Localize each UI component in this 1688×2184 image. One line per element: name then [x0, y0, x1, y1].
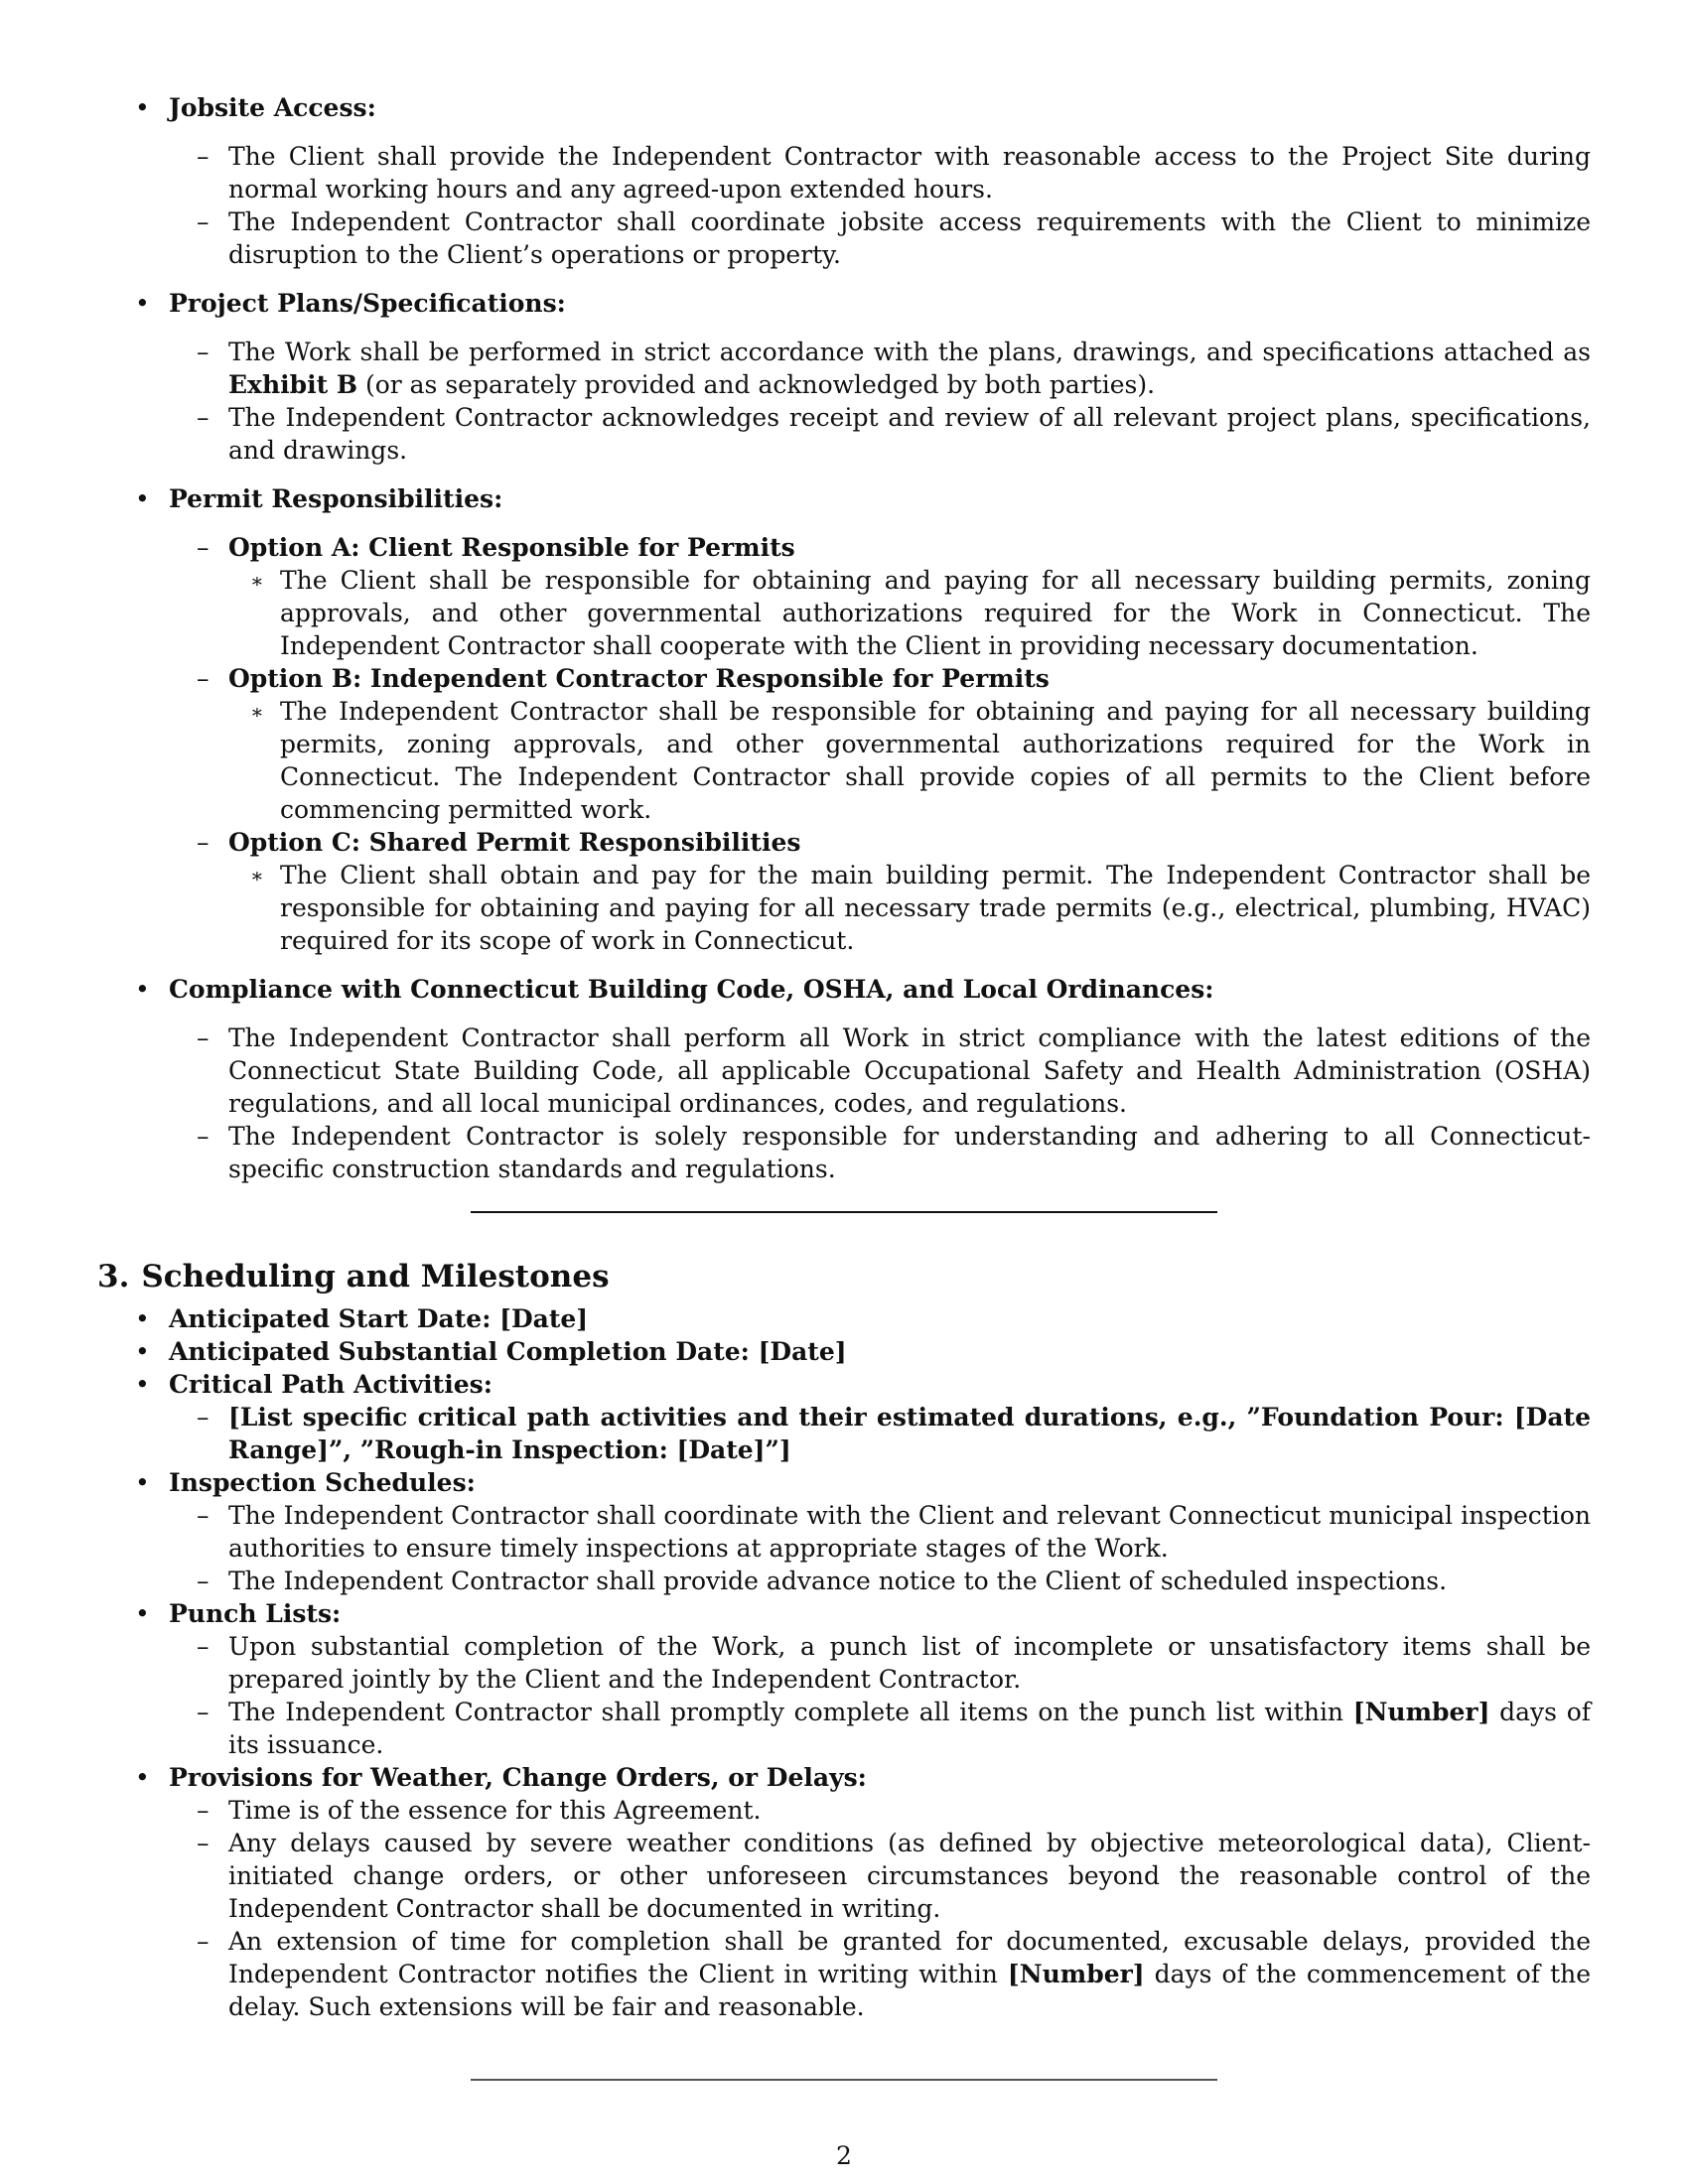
jobsite-access-section [97, 91, 1591, 271]
list-item: – The Independent Contractor acknowledges receipt and review of all relevant project plans, specifications, and drawings. [197, 403, 1591, 465]
bullet-icon: • [135, 1370, 150, 1399]
project-plans-heading: Project Plans/Specifications: [169, 289, 566, 318]
option-a-text: ∗ The Client shall be responsible for obtaining and paying for all necessary building permits, zoning approvals, and other governmental authorizations required for the Work in Connecticut. The Independent Contractor shall cooperate with the Client in providing necessary documentation. [250, 566, 1591, 660]
dash-icon: – [197, 664, 210, 693]
critical-path-item: • Critical Path Activities: – [List specific critical path activities and their estimated durations, e.g., ”Foundation Pour: [Date Range]”, ”Rough-in Inspection: [Date]”] [97, 1368, 1591, 1466]
bullet-icon: • [135, 1337, 150, 1366]
dash-icon: – [197, 1024, 210, 1052]
dash-icon: – [197, 338, 210, 366]
dash-icon: – [197, 1403, 210, 1432]
bullet-icon: • [135, 1468, 150, 1497]
list-item: – The Independent Contractor shall promptly complete all items on the punch list within [Number] days of its issuance. [197, 1698, 1591, 1759]
list-item: – The Independent Contractor shall coordinate jobsite access requirements with the Client to minimize disruption to the Client’s operations or property. [197, 207, 1591, 269]
asterisk-icon: ∗ [250, 700, 264, 724]
document-page [97, 91, 1591, 1201]
bullet-icon: • [135, 1763, 150, 1792]
option-c-text: ∗ The Client shall obtain and pay for the main building permit. The Independent Contractor shall be responsible for obtaining and paying for all necessary trade permits (e.g., electrical, plumbing, HVAC) required for its scope of work in Connecticut. [250, 861, 1591, 955]
permit-responsibilities-section [97, 482, 1591, 957]
dash-icon: – [197, 1829, 210, 1857]
asterisk-icon: ∗ [250, 864, 264, 887]
dash-icon: – [197, 533, 210, 562]
list-item: – The Independent Contractor shall coordinate with the Client and relevant Connecticut municipal inspection authorities to ensure timely inspections at appropriate stages of the Work. [197, 1501, 1591, 1563]
dash-icon: – [197, 403, 210, 432]
dash-icon: – [197, 207, 210, 236]
asterisk-icon: ∗ [250, 569, 264, 593]
dash-icon: – [197, 1698, 210, 1726]
completion-date-item: • Anticipated Substantial Completion Date: [Date] [135, 1337, 847, 1366]
start-date-item: • Anticipated Start Date: [Date] [135, 1304, 589, 1333]
dash-icon: – [197, 1501, 210, 1530]
weather-delays-item: • Provisions for Weather, Change Orders, or Delays: – Time is of the essence for this Agreement. – Any delays caused by severe weather conditions (as defined by objective meteorological data), Client-initiated change orders, or other unforeseen circumstances beyond the reasonable control of the Independent Contractor shall be documented in writing. – An extension of time for completion shall be granted for documented, excusable delays, provided the Independent Contractor notifies the Client in writing within [Number] days of the commencement of the delay. Such extensions will be fair and reasonable. [97, 1761, 1591, 2023]
bullet-icon: • [135, 1599, 150, 1628]
option-b-text: ∗ The Independent Contractor shall be responsible for obtaining and paying for all necessary building permits, zoning approvals, and other governmental authorizations required for the Work in Connecticut. The Independent Contractor shall provide copies of all permits to the Client before commencing permitted work. [250, 697, 1591, 824]
option-b-title: – Option B: Independent Contractor Responsible for Permits [197, 664, 1050, 693]
permit-responsibilities-heading: Permit Responsibilities: [169, 484, 503, 513]
dash-icon: – [197, 1567, 210, 1595]
option-c-title: – Option C: Shared Permit Responsibilities [197, 828, 801, 857]
dash-icon: – [197, 828, 210, 857]
compliance-heading: Compliance with Connecticut Building Code, OSHA, and Local Ordinances: [169, 975, 1214, 1004]
dash-icon: – [197, 1632, 210, 1661]
bullet-icon: • [135, 289, 150, 318]
list-item: – Upon substantial completion of the Work, a punch list of incomplete or unsatisfactory items shall be prepared jointly by the Client and the Independent Contractor. [197, 1632, 1591, 1694]
bullet-icon: • [135, 93, 150, 122]
section-divider [471, 2079, 1217, 2081]
list-item: – The Independent Contractor shall perform all Work in strict compliance with the latest editions of the Connecticut State Building Code, all applicable Occupational Safety and Health Administration (OSHA) regulations, and all local municipal ordinances, codes, and regulations. [197, 1024, 1591, 1118]
exhibit-reference: Exhibit B [228, 370, 357, 399]
list-item: – The Independent Contractor is solely responsible for understanding and adhering to all Connecticut-specific construction standards and regulations. [197, 1122, 1591, 1183]
jobsite-access-heading: Jobsite Access: [169, 93, 376, 122]
dash-icon: – [197, 142, 210, 171]
bullet-icon: • [135, 975, 150, 1004]
list-item: – Any delays caused by severe weather conditions (as defined by objective meteorological data), Client-initiated change orders, or other unforeseen circumstances beyond the reasonable control of the Independent Contractor shall be documented in writing. [197, 1829, 1591, 1923]
punch-lists-item: • Punch Lists: – Upon substantial completion of the Work, a punch list of incomplete or unsatisfactory items shall be prepared jointly by the Client and the Independent Contractor. – The Independent Contractor shall promptly complete all items on the punch list within [Number] days of its issuance. [97, 1597, 1591, 1761]
section-heading: 3. Scheduling and Milestones [97, 1259, 610, 1295]
list-item: – The Independent Contractor shall provide advance notice to the Client of scheduled inspections. [197, 1567, 1448, 1595]
compliance-section [97, 973, 1591, 1185]
dash-icon: – [197, 1796, 210, 1825]
option-a-title: – Option A: Client Responsible for Permits [197, 533, 795, 562]
bullet-icon: • [135, 1304, 150, 1333]
list-item: – The Work shall be performed in strict accordance with the plans, drawings, and specifications attached as Exhibit B (or as separately provided and acknowledged by both parties). [197, 338, 1591, 399]
scheduling-section [97, 1257, 1591, 2023]
dash-icon: – [197, 1927, 210, 1956]
dash-icon: – [197, 1122, 210, 1151]
list-item: – An extension of time for completion shall be granted for documented, excusable delays, provided the Independent Contractor notifies the Client in writing within [Number] days of the commencement of the delay. Such extensions will be fair and reasonable. [197, 1927, 1592, 2021]
inspection-schedules-item: • Inspection Schedules: – The Independent Contractor shall coordinate with the Client and relevant Connecticut municipal inspection authorities to ensure timely inspections at appropriate stages of the Work. – The Independent Contractor shall provide advance notice to the Client of scheduled inspections. [97, 1466, 1591, 1597]
bullet-icon: • [135, 484, 150, 513]
list-item: – [List specific critical path activities and their estimated durations, e.g., ”Foundation Pour: [Date Range]”, ”Rough-in Inspection: [Date]”] [197, 1403, 1591, 1464]
list-item: – Time is of the essence for this Agreement. [197, 1796, 762, 1825]
section-divider [471, 1211, 1217, 1213]
list-item: – The Client shall provide the Independent Contractor with reasonable access to the Project Site during normal working hours and any agreed-upon extended hours. [197, 142, 1591, 204]
project-plans-section [97, 287, 1591, 467]
page-number: 2 [836, 2141, 852, 2170]
